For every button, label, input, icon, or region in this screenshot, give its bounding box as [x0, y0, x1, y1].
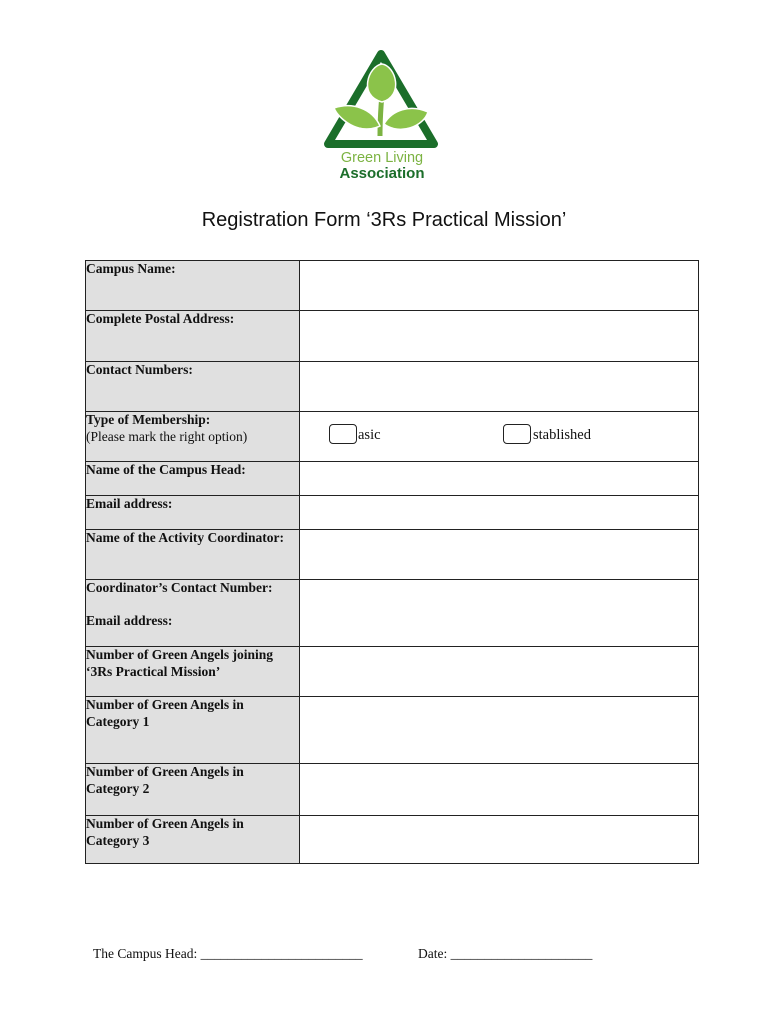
form-row-category-2 — [86, 764, 699, 816]
date-line[interactable]: _____________________ — [450, 946, 593, 961]
established-checkbox[interactable] — [503, 424, 531, 444]
field-label: Email address: — [86, 496, 173, 511]
date-label: Date: — [418, 946, 448, 961]
form-row-campus-head — [86, 462, 699, 496]
form-row-postal-address — [86, 311, 699, 362]
field-label: Number of Green Angels in Category 1 — [86, 697, 244, 729]
date-signature — [418, 946, 592, 962]
option-label-basic: asic — [358, 427, 381, 443]
form-row-activity-coordinator — [86, 530, 699, 580]
field-label: Type of Membership: — [86, 412, 211, 427]
form-row-contact-numbers — [86, 362, 699, 412]
campus-head-field[interactable] — [300, 462, 699, 496]
field-label: Name of the Campus Head: — [86, 462, 246, 477]
field-label: Coordinator’s Contact Number: — [86, 580, 273, 595]
field-label: Complete Postal Address: — [86, 311, 235, 326]
activity-coordinator-field[interactable] — [300, 530, 699, 580]
field-label: Contact Numbers: — [86, 362, 193, 377]
registration-form-table — [85, 260, 699, 864]
page-title: Registration Form ‘3Rs Practical Mission’ — [201, 209, 567, 231]
field-label: Email address: — [86, 612, 173, 628]
campus-head-label: The Campus Head: — [93, 946, 198, 961]
category-3-field[interactable] — [300, 816, 699, 864]
field-label: Number of Green Angels in Category 2 — [86, 764, 244, 796]
form-row-category-3 — [86, 816, 699, 864]
logo-text-green-living: Green Living — [340, 150, 424, 166]
form-row-coordinator-contact — [86, 580, 699, 647]
membership-options — [300, 412, 699, 462]
category-2-field[interactable] — [300, 764, 699, 816]
form-row-membership-type — [86, 412, 699, 462]
email-field[interactable] — [300, 496, 699, 530]
basic-checkbox[interactable] — [329, 424, 357, 444]
field-label: Campus Name: — [86, 261, 176, 276]
field-label: Number of Green Angels joining ‘3Rs Practical Mission’ — [86, 647, 274, 679]
logo-text-association: Association — [339, 165, 425, 182]
form-row-campus-name — [86, 261, 699, 311]
form-row-category-1 — [86, 697, 699, 764]
field-label: Name of the Activity Coordinator: — [86, 530, 284, 545]
campus-head-signature — [93, 946, 363, 962]
campus-name-field[interactable] — [300, 261, 699, 311]
field-label: Number of Green Angels in Category 3 — [86, 816, 244, 848]
form-row-green-angels-joining — [86, 647, 699, 697]
form-row-email — [86, 496, 699, 530]
option-label-established: stablished — [533, 427, 591, 443]
category-1-field[interactable] — [300, 697, 699, 764]
postal-address-field[interactable] — [300, 311, 699, 362]
contact-numbers-field[interactable] — [300, 362, 699, 412]
green-angels-joining-field[interactable] — [300, 647, 699, 697]
field-hint: (Please mark the right option) — [86, 428, 248, 444]
campus-head-signature-line[interactable]: ________________________ — [200, 946, 363, 961]
coordinator-contact-field[interactable] — [300, 580, 699, 647]
